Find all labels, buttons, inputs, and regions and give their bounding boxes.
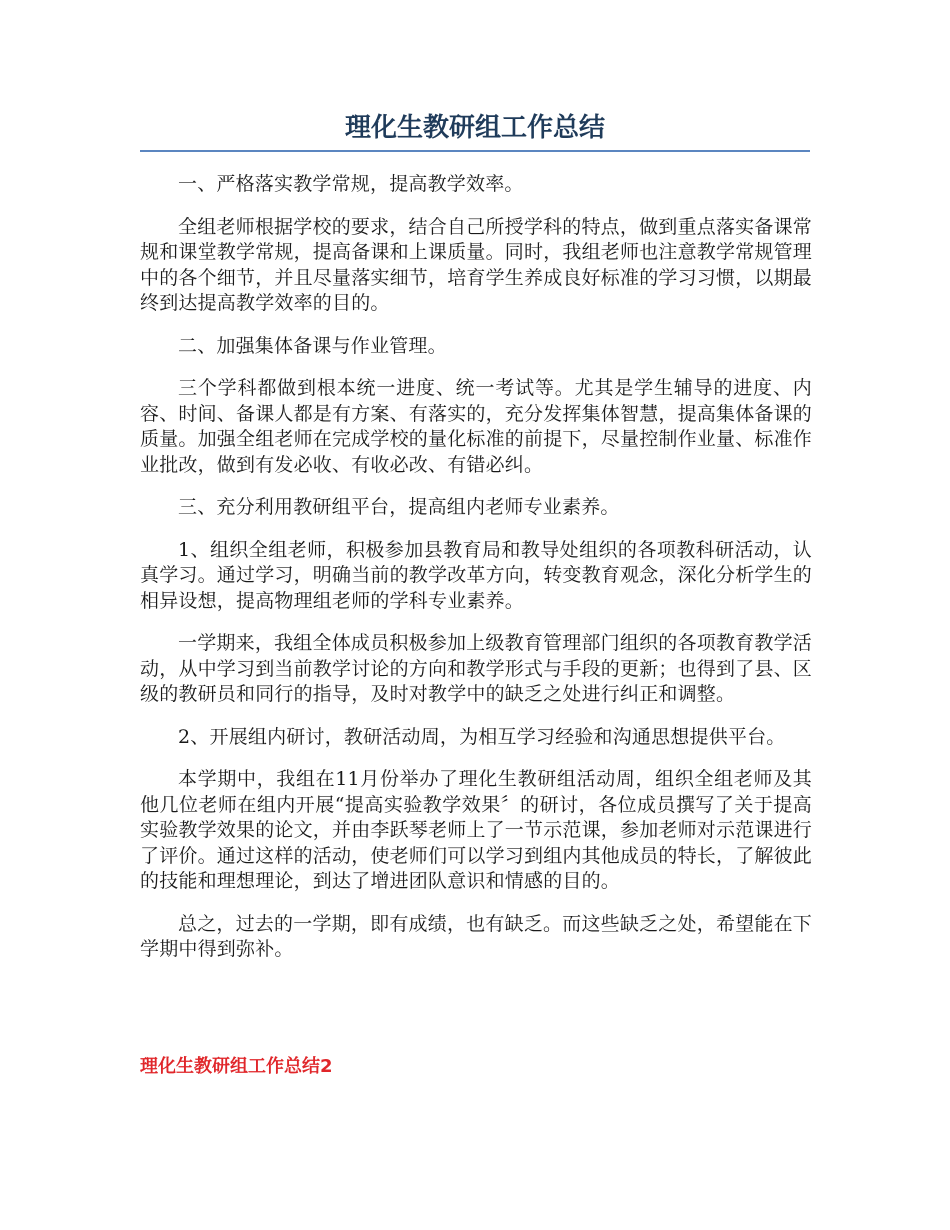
next-section-title: 理化生教研组工作总结2 bbox=[140, 1056, 333, 1077]
section-heading-1: 一、严格落实教学常规，提高教学效率。 bbox=[178, 173, 524, 195]
document-body bbox=[140, 172, 812, 980]
document-title: 理化生教研组工作总结 bbox=[344, 113, 605, 143]
paragraph-3-3: 2、开展组内研讨，教研活动周，为相互学习经验和沟通思想提供平台。 bbox=[178, 725, 786, 748]
section-heading-2: 二、加强集体备课与作业管理。 bbox=[178, 334, 447, 357]
paragraph-2: 三个学科都做到根本统一进度、统一考试等。尤其是学生辅导的进度、内容、时间、备课人都是有方案、有落实的，充分发挥集体智慧，提高集体备课的质量。加强全组老师在完成学校的量化标准的前提下，尽量控制作业量、标准作业批改，做到有发必收、有收必改、有错必纠。 bbox=[140, 377, 813, 476]
paragraph-1: 全组老师根据学校的要求，结合自己所授学科的特点，做到重点落实备课常规和课堂教学常规，提高备课和上课质量。同时，我组老师也注意教学常规管理中的各个细节，并且尽量落实细节，培育学生养成良好标准的学习习惯，以期最终到达提高教学效率的目的。 bbox=[140, 215, 813, 314]
title-underline bbox=[140, 150, 810, 152]
paragraph-summary: 总之，过去的一学期，即有成绩，也有缺乏。而这些缺乏之处，希望能在下学期中得到弥补。 bbox=[140, 912, 812, 960]
section-heading-3: 三、充分利用教研组平台，提高组内老师专业素养。 bbox=[178, 496, 620, 518]
paragraph-3-4: 本学期中，我组在11月份举办了理化生教研组活动周，组织全组老师及其他几位老师在组内开展“提高实验教学效果〞的研讨，各位成员撰写了关于提高实验教学效果的论文，并由李跃琴老师上了一节示范课，参加老师对示范课进行了评价。通过这样的活动，使老师们可以学习到组内其他成员的特长，了解彼此的技能和理想理论，到达了增进团队意识和情感的目的。 bbox=[140, 768, 813, 892]
paragraph-3-2: 一学期来，我组全体成员积极参加上级教育管理部门组织的各项教育教学活动，从中学习到当前教学讨论的方向和教学形式与手段的更新；也得到了县、区级的教研员和同行的指导，及时对教学中的缺乏之处进行纠正和调整。 bbox=[140, 632, 813, 705]
paragraph-3-1: 1、组织全组老师，积极参加县教育局和教导处组织的各项教科研活动，认真学习。通过学习，明确当前的教学改革方向，转变教育观念，深化分析学生的相异设想，提高物理组老师的学科专业素养。 bbox=[140, 538, 813, 612]
